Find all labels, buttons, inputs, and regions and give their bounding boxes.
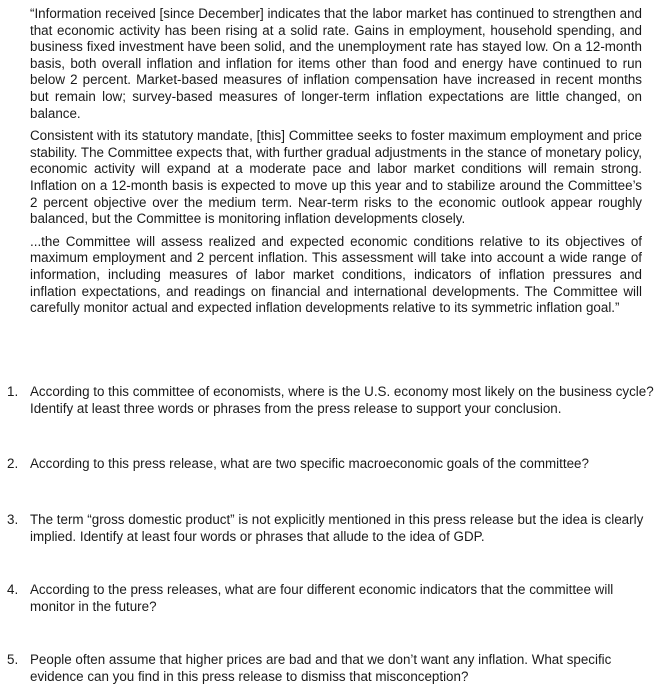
question-text: According to the press releases, what are four different economic indicators that the committee will monitor in the future? (30, 582, 614, 614)
question-number: 4. (7, 582, 19, 597)
question-text: According to this committee of economists, where is the U.S. economy most likely on the business cycle? Identify at least three words or phrases from the press release to support your conclusion. (30, 384, 654, 416)
question-number: 3. (7, 512, 19, 527)
question-text: People often assume that higher prices are bad and that we don’t want any inflation. What specific evidence can you find in this press release to dismiss that misconception? (30, 652, 612, 684)
question-text: The term “gross domestic product” is not explicitly mentioned in this press release but the idea is clearly implied. Identify at least four words or phrases that allude to the idea of GDP. (30, 512, 644, 544)
quote-paragraph: ...the Committee will assess realized and expected economic conditions relative to its objectives of maximum employment and 2 percent inflation. This assessment will take into account a wide range of information, including measures of labor market conditions, indicators of inflation pressures and inflation expectations, and readings on financial and international developments. The Committee will carefully monitor actual and expected inflation developments relative to its symmetric inflation goal.” (30, 233, 642, 316)
press-release-quote (30, 6, 642, 323)
question-number: 1. (7, 384, 19, 399)
quote-paragraph: Consistent with its statutory mandate, [this] Committee seeks to foster maximum employment and price stability. The Committee expects that, with further gradual adjustments in the stance of monetary policy, economic activity will expand at a moderate pace and labor market conditions will remain strong. Inflation on a 12-month basis is expected to move up this year and to stabilize around the Committee’s 2 percent objective over the medium term. Near-term risks to the economic outlook appear roughly balanced, but the Committee is monitoring inflation developments closely. (30, 128, 642, 227)
question-number: 2. (7, 456, 19, 471)
question-text: According to this press release, what are two specific macroeconomic goals of the committee? (30, 456, 589, 471)
quote-paragraph: “Information received [since December] indicates that the labor market has continued to strengthen and that economic activity has been rising at a solid rate. Gains in employment, household spending, and business fixed investment have been solid, and the unemployment rate has stayed low. On a 12-month basis, both overall inflation and inflation for items other than food and energy have continued to run below 2 percent. Market-based measures of inflation compensation have increased in recent months but remain low; survey-based measures of longer-term inflation expectations are little changed, on balance. (30, 6, 642, 121)
question-number: 5. (7, 652, 19, 667)
